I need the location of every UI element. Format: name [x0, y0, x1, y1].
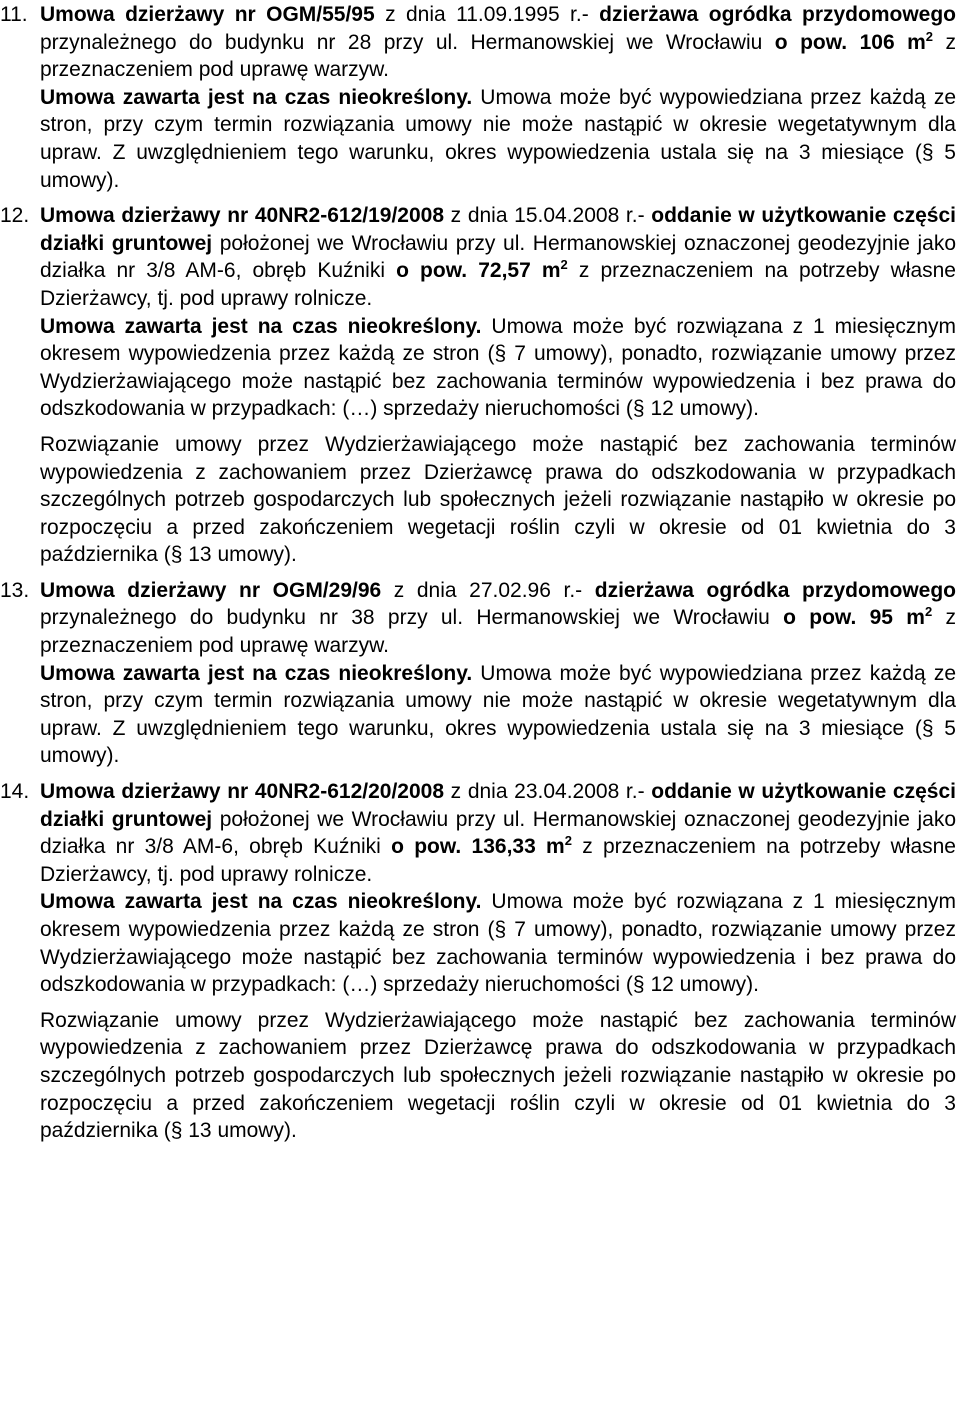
body-text: położonej we Wrocławiu przy ul. Hermanowskiej oznaczonej geodezyjnie jako działka nr 3/8 AM-6, obręb Kuźniki	[40, 807, 956, 859]
bold-text: dzierżawa ogródka przydomowego	[599, 3, 956, 26]
body-text: Umowa może być rozwiązana z 1 miesięcznym okresem wypowiedzenia przez każdą ze stron (	[40, 314, 956, 366]
body-text: 13 umowy).	[182, 543, 297, 567]
area-unit-superscript: 2	[925, 28, 934, 44]
contract-item-11	[0, 1, 956, 194]
body-text: 13 umowy).	[182, 1119, 297, 1143]
contract-terms-paragraph	[40, 660, 956, 770]
area-unit-superscript: 2	[564, 833, 572, 849]
bold-text: Umowa zawarta jest na czas nieokreślony.	[40, 661, 473, 685]
bold-text: Umowa dzierżawy nr OGM/29/96	[40, 578, 382, 602]
body-text: Umowa może być wypowiedziana przez każdą ze stron, przy czym termin rozwiązania umowy nie może nastąpić w okresie wegetatywnym dla upraw. Z uwzględnieniem tego warunku, okres wypowiedzenia ustala się na 3 miesiące (	[40, 661, 956, 740]
contract-title-paragraph	[40, 1, 956, 84]
bold-text: Umowa dzierżawy nr 40NR2-612/19/2008	[40, 204, 444, 228]
body-text: z przeznaczeniem na potrzeby własne Dzierżawcy, tj. pod uprawy rolnicze.	[40, 259, 956, 310]
section-sign: §	[494, 918, 507, 941]
body-text: Rozwiązanie umowy przez Wydzierżawiającego może nastąpić bez zachowania terminów wypowiedzenia z zachowaniem przez Dzierżawcę prawa do odszkodowania w przypadkach szczególnych potrzeb gospodarczych lub społecznych jeżeli rozwiązanie nastąpiło w okresie po rozpoczęciu a przed zakończeniem wegetacji roślin czyli w okresie od 01 kwietnia do 3 października (	[40, 432, 956, 567]
bold-text: Umowa zawarta jest na czas nieokreślony.	[40, 314, 482, 338]
section-sign: §	[170, 543, 183, 567]
body-text: Rozwiązanie umowy przez Wydzierżawiającego może nastąpić bez zachowania terminów wypowiedzenia z zachowaniem przez Dzierżawcę prawa do odszkodowania w przypadkach szczególnych potrzeb gospodarczych lub społecznych jeżeli rozwiązanie nastąpiło w okresie po rozpoczęciu a przed zakończeniem wegetacji roślin czyli w okresie od 01 kwietnia do 3 października (	[40, 1008, 956, 1143]
contract-terms-paragraph	[40, 888, 956, 998]
area-unit-superscript: 2	[924, 604, 933, 620]
termination-paragraph	[40, 1007, 956, 1145]
bold-text: oddanie w użytkowanie części działki gruntowej	[40, 204, 956, 255]
body-text: Umowa może być wypowiedziana przez każdą ze stron, przy czym termin rozwiązania umowy nie może nastąpić w okresie wegetatywnym dla upraw. Z uwzględnieniem tego warunku, okres wypowiedzenia ustala się na 3 miesiące (	[40, 85, 956, 164]
section-sign: §	[921, 716, 934, 740]
termination-paragraph	[40, 431, 956, 569]
bold-text: Umowa zawarta jest na czas nieokreślony.	[40, 890, 482, 914]
bold-text: dzierżawa ogródka przydomowego	[594, 578, 956, 602]
item-number: 12.	[0, 204, 30, 228]
body-text: z dnia 11.09.1995 r.-	[374, 3, 600, 26]
bold-text: o pow. 95 m	[783, 606, 925, 630]
body-text: 7 umowy), ponadto, rozwiązanie umowy przez Wydzierżawiającego może nastąpić bez zachowania terminów wypowiedzenia i bez prawa do odszkodowania w przypadkach: (…) sprzedaży nieruchomości (	[40, 342, 956, 421]
contract-title-paragraph	[40, 202, 956, 312]
item-number: 13.	[0, 578, 30, 602]
section-sign: §	[494, 342, 507, 366]
body-text: przynależnego do budynku nr 28 przy ul. Hermanowskiej we Wrocławiu	[40, 30, 775, 54]
body-text: 12 umowy).	[644, 397, 759, 421]
body-text: z dnia 15.04.2008 r.-	[444, 204, 652, 228]
section-sign: §	[632, 397, 645, 421]
body-text: Umowa może być rozwiązana z 1 miesięcznym okresem wypowiedzenia przez każdą ze stron (	[40, 890, 956, 941]
body-text: 5 umowy).	[40, 140, 956, 192]
bold-text: oddanie w użytkowanie części działki gruntowej	[40, 780, 956, 831]
area-unit-superscript: 2	[560, 257, 568, 273]
contract-terms-paragraph	[40, 84, 956, 194]
body-text: z dnia 23.04.2008 r.-	[444, 780, 652, 804]
contract-item-12	[0, 202, 956, 569]
bold-text: Umowa dzierżawy nr 40NR2-612/20/2008	[40, 780, 444, 804]
contract-item-13	[0, 577, 956, 770]
contract-terms-paragraph	[40, 313, 956, 423]
body-text: 12 umowy).	[644, 973, 759, 997]
bold-text: o pow. 72,57 m	[396, 259, 561, 283]
body-text: z przeznaczeniem na potrzeby własne Dzierżawcy, tj. pod uprawy rolnicze.	[40, 835, 956, 886]
body-text: przynależnego do budynku nr 38 przy ul. Hermanowskiej we Wrocławiu	[40, 606, 784, 630]
section-sign: §	[632, 973, 645, 997]
body-text: 5 umowy).	[40, 716, 956, 768]
contract-title-paragraph	[40, 778, 956, 888]
section-sign: §	[170, 1119, 183, 1143]
item-number: 11.	[0, 3, 28, 26]
body-text: 7 umowy), ponadto, rozwiązanie umowy przez Wydzierżawiającego może nastąpić bez zachowania terminów wypowiedzenia i bez prawa do odszkodowania w przypadkach: (…) sprzedaży nieruchomości (	[40, 918, 956, 997]
contract-item-14	[0, 778, 956, 1145]
body-text: z przeznaczeniem pod uprawę warzyw.	[40, 606, 956, 658]
bold-text: o pow. 106 m	[774, 30, 926, 54]
bold-text: Umowa dzierżawy nr OGM/55/95	[40, 3, 375, 26]
item-number: 14.	[0, 780, 30, 804]
bold-text: o pow. 136,33 m	[391, 835, 565, 859]
body-text: położonej we Wrocławiu przy ul. Hermanowskiej oznaczonej geodezyjnie jako działka nr 3/8 AM-6, obręb Kuźniki	[40, 231, 956, 283]
bold-text: Umowa zawarta jest na czas nieokreślony.	[40, 85, 473, 109]
body-text: z dnia 27.02.96 r.-	[381, 578, 595, 602]
section-sign: §	[921, 140, 934, 164]
contract-title-paragraph	[40, 577, 956, 660]
body-text: z przeznaczeniem pod uprawę warzyw.	[40, 30, 957, 82]
